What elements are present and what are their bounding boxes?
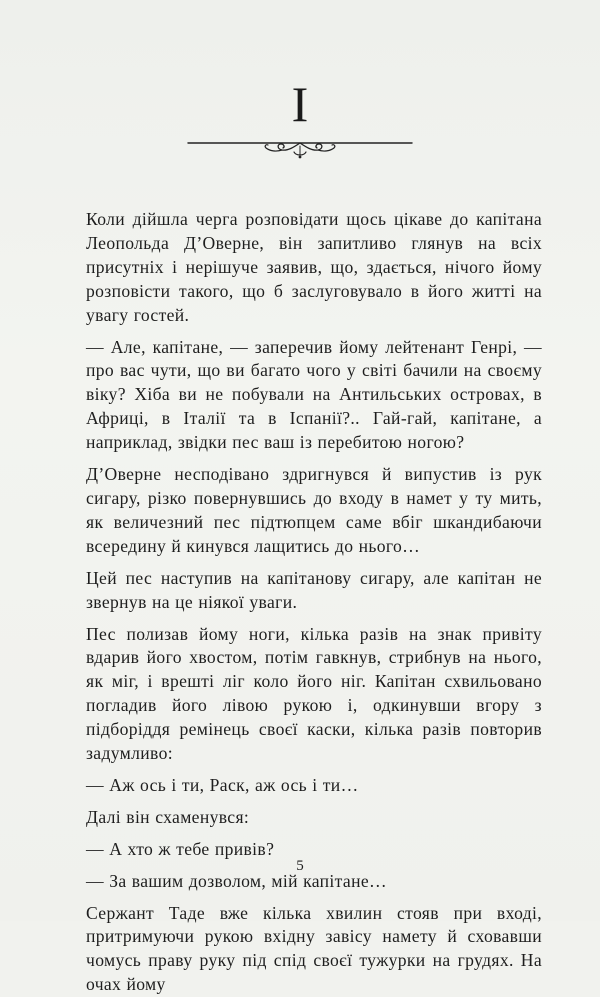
paragraph: Коли дійшла черга розповідати щось цікаве до капітана Леопольда Д’Оверне, він запитливо глянув на всіх присутніх і нерішуче заявив, що, здається, нічого йому розповісти такого, що б заслуговувало в його житті на увагу гостей. (86, 209, 542, 325)
paragraph: Д’Оверне несподівано здригнувся й випустив із рук сигару, різко повернувшись до входу в намет у ту мить, як величезний пес підтюпцем саме вбіг шкандибаючи всередину й кинувся лащитись до нього… (86, 464, 542, 556)
paragraph: — Але, капітане, — заперечив йому лейтенант Генрі, — про вас чути, що ви багато чого у світі бачили на своєму віку? Хіба ви не побували на Антильських островах, в Африці, в Італії та в Іспанії?.. Гай-гай, капітане, а наприклад, звідки пес ваш із перебитою ногою? (86, 336, 542, 453)
paragraph: Сержант Таде вже кілька хвилин стояв при вході, притримуючи рукою вхідну завісу намету й сховавши чомусь праву руку під спід своєї тужурки на грудях. На очах йому (86, 902, 542, 995)
paragraph: — А хто ж тебе привів? (86, 838, 275, 859)
paragraph: — За вашим дозволом, мій капітане… (86, 870, 387, 891)
paragraph: Цей пес наступив на капітанову сигару, але капітан не звернув на це ніякої уваги. (86, 567, 542, 612)
paragraph: — Аж ось і ти, Раск, аж ось і ти… (86, 774, 359, 795)
chapter-number: I (291, 76, 309, 132)
paragraph: Далі він схаменувся: (86, 806, 250, 827)
decorative-flourish-icon (188, 132, 412, 162)
chapter-text (86, 208, 542, 997)
page-number: 5 (296, 858, 304, 874)
paragraph: Пес полизав йому ноги, кілька разів на знак привіту вдарив його хвостом, потім гавкнув, стрибнув на нього, як міг, і врешті ліг коло його ніг. Капітан схвильовано погладив його лівою рукою і, одкинувши вгору з підборіддя ремінець своєї каски, кілька разів повторив задумливо: (86, 623, 542, 764)
